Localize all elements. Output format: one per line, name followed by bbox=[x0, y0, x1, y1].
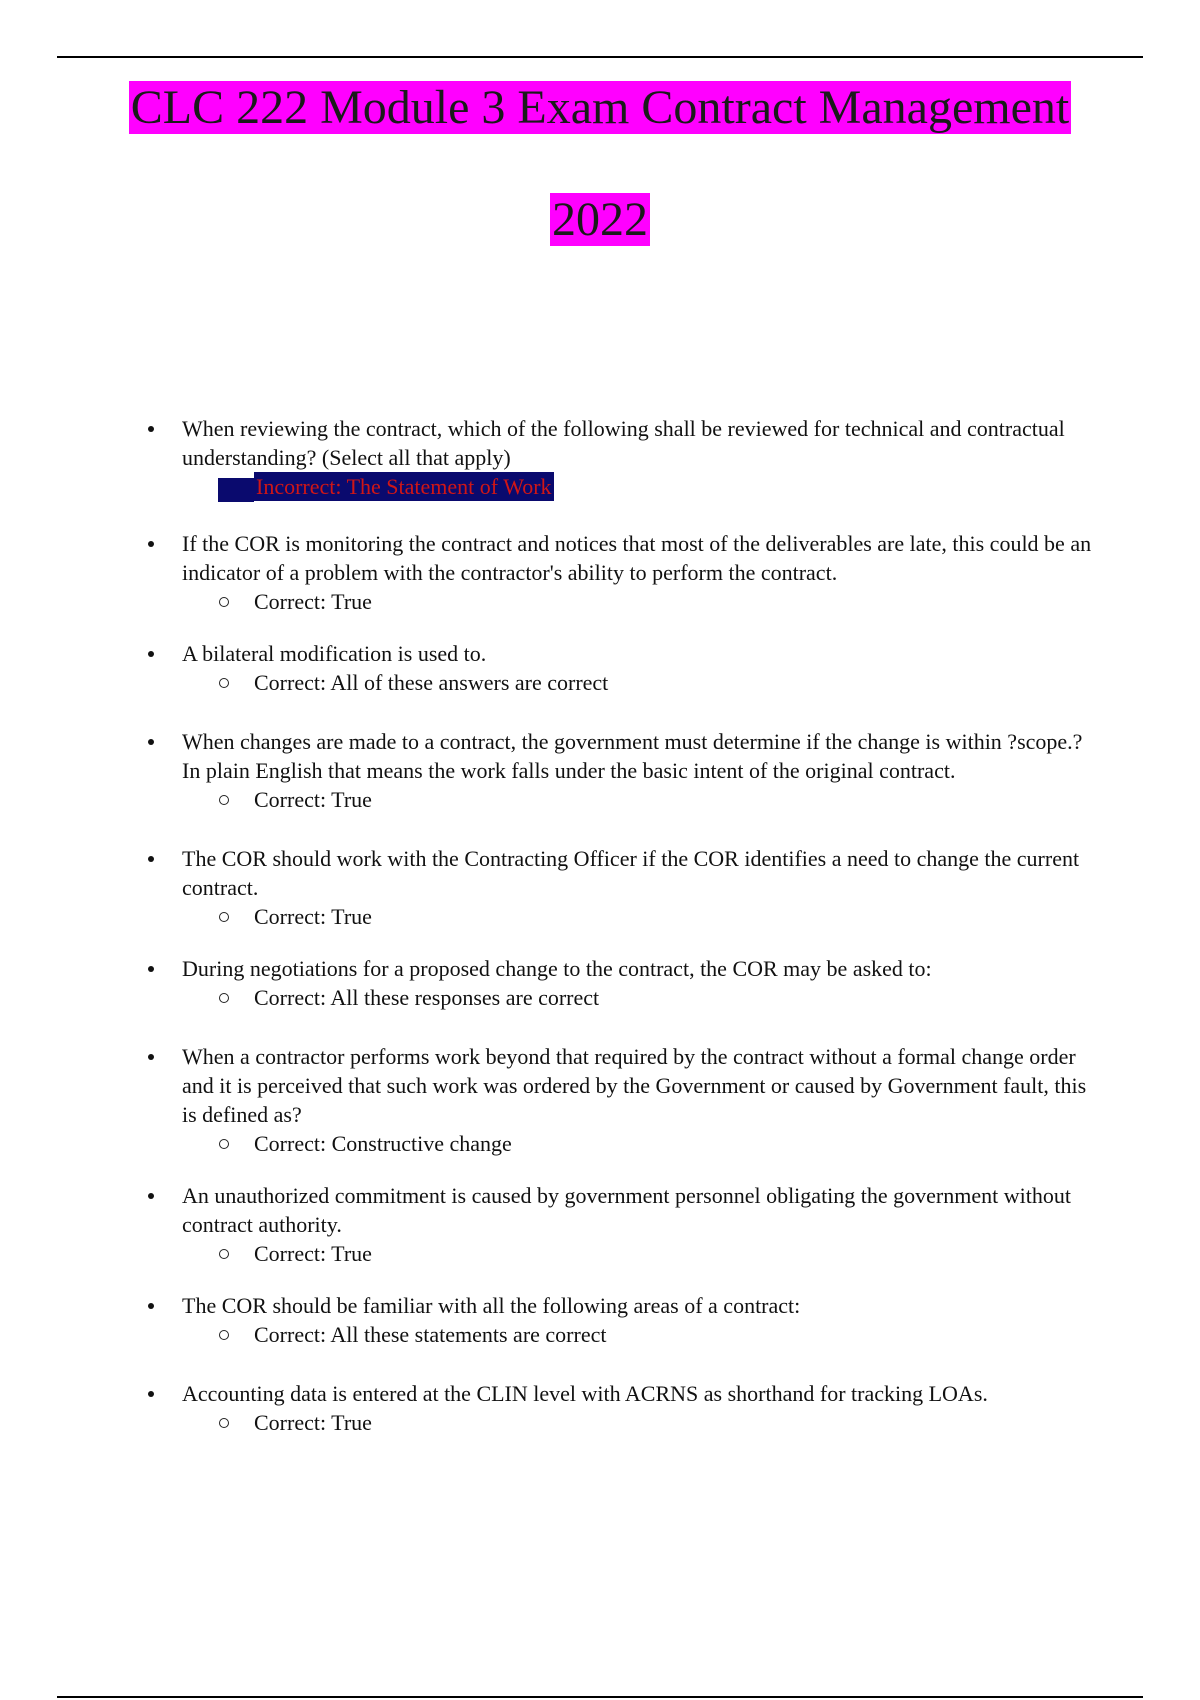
question-item bbox=[0, 1181, 1200, 1268]
bullet-icon bbox=[148, 739, 154, 745]
sub-bullet-icon bbox=[219, 1330, 229, 1340]
question-text: When a contractor performs work beyond that required by the contract without a formal change order and it is perceived that such work was ordered by the Government or caused by Government fault, this is defined as? bbox=[182, 1044, 1087, 1127]
sub-bullet-icon bbox=[219, 1139, 229, 1149]
answer-line bbox=[182, 587, 1200, 616]
sub-bullet-icon bbox=[219, 993, 229, 1003]
answer-line bbox=[182, 983, 1200, 1012]
sub-bullet-icon bbox=[219, 678, 229, 688]
sub-bullet-icon bbox=[219, 597, 229, 607]
question-item bbox=[0, 529, 1200, 616]
title-line-1 bbox=[0, 80, 1200, 136]
question-item bbox=[0, 1291, 1200, 1349]
question-text: A bilateral modification is used to. bbox=[182, 641, 487, 666]
answer-text: Correct: True bbox=[254, 904, 372, 929]
question-list bbox=[0, 414, 1200, 1437]
answer-line bbox=[182, 668, 1200, 697]
answer-line bbox=[182, 1129, 1200, 1158]
bullet-icon bbox=[148, 1303, 154, 1309]
answer-line bbox=[182, 902, 1200, 931]
answer-text: Correct: True bbox=[254, 1410, 372, 1435]
answer-line bbox=[182, 472, 1200, 501]
bullet-icon bbox=[148, 966, 154, 972]
sub-bullet-icon bbox=[219, 795, 229, 805]
answer-text: Correct: All these responses are correct bbox=[254, 985, 600, 1010]
question-text: An unauthorized commitment is caused by government personnel obligating the government without contract authority. bbox=[182, 1183, 1071, 1237]
bullet-icon bbox=[148, 856, 154, 862]
question-text: If the COR is monitoring the contract and notices that most of the deliverables are late, this could be an indicator of a problem with the contractor's ability to perform the contract. bbox=[182, 531, 1092, 585]
question-text: The COR should work with the Contracting Officer if the COR identifies a need to change the current contract. bbox=[182, 846, 1080, 900]
document-title: CLC 222 Module 3 Exam Contract Management bbox=[130, 81, 1070, 134]
question-text: When reviewing the contract, which of the following shall be reviewed for technical and contractual understanding? (Select all that apply) bbox=[182, 416, 1065, 470]
answer-line bbox=[182, 785, 1200, 814]
answer-text: Correct: True bbox=[254, 589, 372, 614]
sub-bullet-icon bbox=[219, 912, 229, 922]
bullet-icon bbox=[148, 426, 154, 432]
question-item bbox=[0, 844, 1200, 931]
answer-text: Correct: All of these answers are correct bbox=[254, 670, 609, 695]
question-text: During negotiations for a proposed change to the contract, the COR may be asked to: bbox=[182, 956, 932, 981]
bullet-icon bbox=[148, 651, 154, 657]
question-item bbox=[0, 1379, 1200, 1437]
question-item bbox=[0, 1042, 1200, 1158]
bullet-icon bbox=[148, 1391, 154, 1397]
title-line-2 bbox=[0, 192, 1200, 248]
question-text: The COR should be familiar with all the following areas of a contract: bbox=[182, 1293, 801, 1318]
highlight-marker bbox=[218, 478, 254, 502]
bullet-icon bbox=[148, 541, 154, 547]
question-text: Accounting data is entered at the CLIN level with ACRNS as shorthand for tracking LOAs. bbox=[182, 1381, 988, 1406]
sub-bullet-icon bbox=[219, 1249, 229, 1259]
question-item bbox=[0, 639, 1200, 697]
document-year: 2022 bbox=[552, 193, 648, 246]
question-text: When changes are made to a contract, the government must determine if the change is within ?scope.? In plain English that means the work falls under the basic intent of the original contract. bbox=[182, 729, 1083, 783]
answer-line bbox=[182, 1239, 1200, 1268]
answer-line bbox=[182, 1408, 1200, 1437]
top-rule bbox=[57, 56, 1143, 58]
answer-text: Correct: True bbox=[254, 787, 372, 812]
question-item bbox=[0, 954, 1200, 1012]
answer-text: Correct: All these statements are correct bbox=[254, 1322, 607, 1347]
answer-text: Incorrect: The Statement of Work bbox=[256, 474, 552, 499]
answer-text: Correct: True bbox=[254, 1241, 372, 1266]
answer-text: Correct: Constructive change bbox=[254, 1131, 512, 1156]
sub-bullet-icon bbox=[219, 1418, 229, 1428]
bullet-icon bbox=[148, 1193, 154, 1199]
bottom-rule bbox=[57, 1696, 1143, 1698]
answer-line bbox=[182, 1320, 1200, 1349]
question-item bbox=[0, 414, 1200, 501]
question-item bbox=[0, 727, 1200, 814]
bullet-icon bbox=[148, 1054, 154, 1060]
